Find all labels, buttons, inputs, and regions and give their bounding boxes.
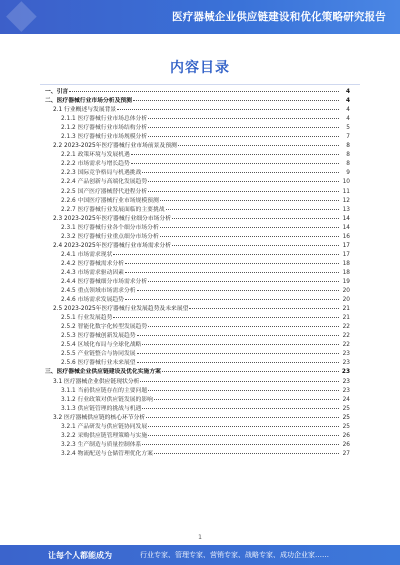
toc-dot-leader	[189, 304, 339, 309]
toc-entry-text: 3.2.1 产品研发与供应链协同发展	[61, 423, 148, 430]
toc-dot-leader	[125, 268, 339, 273]
page-number: 1	[198, 534, 202, 541]
toc-page-number: 25	[342, 414, 350, 421]
toc-page-number: 14	[342, 224, 350, 231]
toc-page-number: 4	[346, 107, 350, 114]
footer-banner	[0, 545, 400, 565]
toc-dot-leader	[131, 150, 339, 155]
toc-page-number: 5	[346, 125, 350, 132]
toc-page-number: 16	[342, 233, 350, 240]
toc-dot-leader	[137, 331, 339, 336]
toc-page-number: 21	[342, 315, 350, 322]
toc-page-number: 8	[346, 143, 350, 150]
toc-dot-leader	[113, 313, 339, 318]
toc-page-number: 26	[342, 432, 350, 439]
toc-entry-text: 3.2.4 物流配送与仓储管理优化方案	[61, 450, 153, 457]
toc-page-number: 9	[346, 170, 350, 177]
toc-page-number: 4	[345, 89, 350, 95]
toc-dot-leader	[160, 223, 339, 228]
report-title: 医疗器械企业供应链建设和优化策略研究报告	[172, 11, 386, 23]
toc-page-number: 22	[342, 324, 350, 331]
toc-dot-leader	[125, 259, 339, 264]
toc-dot-leader	[69, 88, 339, 92]
toc-dot-leader	[133, 96, 339, 101]
toc-entry-text: 3.1.2 行业政策对供应链发展的影响	[61, 396, 153, 403]
toc-dot-leader	[125, 295, 339, 300]
header-banner	[0, 0, 400, 37]
toc-entry-text: 2.5.6 医疗器械行业未来展望	[61, 360, 136, 367]
toc-page-number: 23	[342, 378, 350, 385]
toc-entry-text: 三、医疗器械企业供应链建设及优化实施方案	[45, 369, 161, 376]
toc-entry-text: 2.1.1 医疗器械行业市场总体分析	[61, 116, 148, 123]
toc-dot-leader	[178, 141, 339, 146]
toc-dot-leader	[148, 177, 339, 182]
toc-entry-text: 2.5.1 行业发展趋势	[61, 315, 113, 322]
toc-dot-leader	[154, 395, 339, 400]
toc-entry-text: 2.2.1 政策环境与发展机遇	[61, 152, 130, 159]
toc-page-number: 23	[342, 351, 350, 358]
toc-page-number: 25	[342, 405, 350, 412]
toc-entry-text: 2.1.3 医疗器械行业市场规模分析	[61, 134, 148, 141]
toc-dot-leader	[148, 322, 339, 327]
toc-heading: 内容目录	[170, 60, 230, 76]
toc-dot-leader	[142, 404, 339, 409]
toc-entry-text: 2.4.2 医疗器械需求分析	[61, 260, 124, 267]
toc-dot-leader	[148, 422, 339, 427]
toc-entry-text: 2.2.5 国产医疗器械替代进程分析	[61, 188, 148, 195]
toc-entry[interactable]	[45, 450, 350, 459]
toc-page-number: 18	[342, 269, 350, 276]
toc-dot-leader	[162, 367, 339, 372]
toc-page-number: 22	[342, 333, 350, 340]
toc-entry-text: 2.2.4 产品创新与高端化发展趋势	[61, 179, 148, 186]
toc-dot-leader	[148, 277, 339, 282]
toc-entry-text: 2.3.1 医疗器械行业各个细分市场分析	[61, 224, 159, 231]
toc-entry-text: 2.4.6 市场需求发展趋势	[61, 297, 124, 304]
toc-dot-leader	[146, 413, 339, 418]
footer-tags: 行业专家、管理专家、营销专家、战略专家、成功企业家……	[140, 551, 329, 559]
toc-dot-leader	[137, 286, 339, 291]
table-of-contents	[45, 88, 350, 528]
toc-dot-leader	[172, 241, 339, 246]
toc-page-number: 12	[342, 197, 350, 204]
toc-entry-text: 3.2.3 生产制造与质量控制体系	[61, 441, 142, 448]
toc-dot-leader	[142, 340, 339, 345]
toc-entry-text: 2.1.2 医疗器械行业市场结构分析	[61, 125, 148, 132]
toc-page-number: 8	[346, 161, 350, 168]
toc-entry-text: 2.4.5 重点领域市场需求分析	[61, 288, 136, 295]
toc-page-number: 4	[346, 116, 350, 123]
toc-entry-text: 2.5 2023-2025年医疗器械行业发展趋势及未来展望	[53, 306, 189, 313]
toc-page-number: 27	[342, 450, 350, 457]
toc-page-number: 7	[346, 134, 350, 141]
toc-entry-text: 2.1 行业概述与发展背景	[53, 107, 117, 114]
toc-page-number: 23	[342, 360, 350, 367]
divider	[40, 84, 360, 85]
toc-page-number: 19	[342, 278, 350, 285]
toc-dot-leader	[160, 232, 339, 237]
toc-page-number: 17	[342, 251, 350, 258]
toc-entry-text: 2.2.7 医疗器械行业发展面临的主要挑战	[61, 206, 165, 213]
toc-page-number: 22	[342, 342, 350, 349]
toc-dot-leader	[166, 205, 339, 210]
toc-entry-text: 2.2 2023-2025年医疗器械行业市场前景及预测	[53, 143, 177, 150]
toc-entry-text: 二、医疗器械行业市场分析及预测	[45, 98, 132, 105]
toc-page-number: 20	[342, 288, 350, 295]
toc-entry-text: 一、引言	[45, 89, 69, 95]
toc-entry-text: 2.4.1 市场需求现状	[61, 251, 113, 258]
toc-page-number: 18	[342, 260, 350, 267]
toc-entry-text: 2.2.2 市场需求与增长趋势	[61, 161, 130, 168]
toc-dot-leader	[142, 168, 339, 173]
toc-entry-text: 2.5.3 医疗器械创新发展趋势	[61, 333, 136, 340]
toc-page-number: 21	[342, 306, 350, 313]
toc-entry-text: 2.4 2023-2025年医疗器械行业市场需求分析	[53, 242, 172, 249]
toc-entry-text: 3.1 医疗器械企业供应链现状分析	[53, 378, 140, 385]
toc-dot-leader	[148, 123, 339, 128]
toc-dot-leader	[142, 440, 339, 445]
toc-dot-leader	[148, 132, 339, 137]
toc-dot-leader	[131, 159, 339, 164]
toc-entry-text: 3.2 医疗器械供应链的核心环节分析	[53, 414, 146, 421]
toc-page-number: 17	[342, 242, 350, 249]
toc-entry-text: 3.1.1 当前供应链存在的主要问题	[61, 387, 148, 394]
toc-page-number: 14	[342, 215, 350, 222]
toc-entry-text: 3.1.3 供应链管理的挑战与机遇	[61, 405, 142, 412]
toc-page-number: 23	[342, 387, 350, 394]
toc-page-number: 23	[341, 369, 350, 376]
footer-slogan: 让每个人都能成为	[48, 550, 112, 560]
toc-page-number: 4	[345, 98, 350, 105]
toc-entry-text: 2.5.5 产业链整合与协同发展	[61, 351, 136, 358]
toc-entry-text: 2.3 2023-2025年医疗器械行业细分市场分析	[53, 215, 172, 222]
toc-entry-text: 2.2.3 国际竞争格局与机遇挑战	[61, 170, 142, 177]
toc-dot-leader	[113, 250, 339, 255]
toc-dot-leader	[137, 358, 339, 363]
toc-page-number: 10	[342, 179, 350, 186]
toc-page-number: 25	[342, 423, 350, 430]
toc-dot-leader	[148, 431, 339, 436]
toc-page-number: 13	[342, 206, 350, 213]
toc-dot-leader	[148, 386, 339, 391]
toc-entry-text: 2.3.2 医疗器械行业重点细分市场分析	[61, 233, 159, 240]
toc-dot-leader	[140, 377, 339, 382]
toc-page-number: 26	[342, 441, 350, 448]
toc-entry-text: 2.5.2 智能化数字化转型发展趋势	[61, 324, 148, 331]
toc-dot-leader	[154, 449, 339, 454]
toc-entry-text: 2.4.3 市场需求驱动因素	[61, 269, 124, 276]
toc-dot-leader	[160, 196, 339, 201]
toc-entry-text: 2.5.4 区域化布局与全球化战略	[61, 342, 142, 349]
toc-dot-leader	[148, 187, 339, 192]
toc-dot-leader	[172, 214, 339, 219]
toc-dot-leader	[117, 105, 339, 110]
toc-page-number: 8	[346, 152, 350, 159]
toc-page-number: 24	[342, 396, 350, 403]
header-logo-mark: ◆	[6, 0, 37, 37]
toc-page-number: 20	[342, 297, 350, 304]
toc-page-number: 11	[342, 188, 350, 195]
toc-dot-leader	[148, 114, 339, 119]
toc-entry-text: 2.2.6 中国医疗器械行业市场规模预测	[61, 197, 159, 204]
toc-entry-text: 2.4.4 医疗器械细分市场需求分析	[61, 278, 148, 285]
toc-dot-leader	[137, 349, 339, 354]
toc-entry-text: 3.2.2 采购供应链管理策略与实施	[61, 432, 148, 439]
